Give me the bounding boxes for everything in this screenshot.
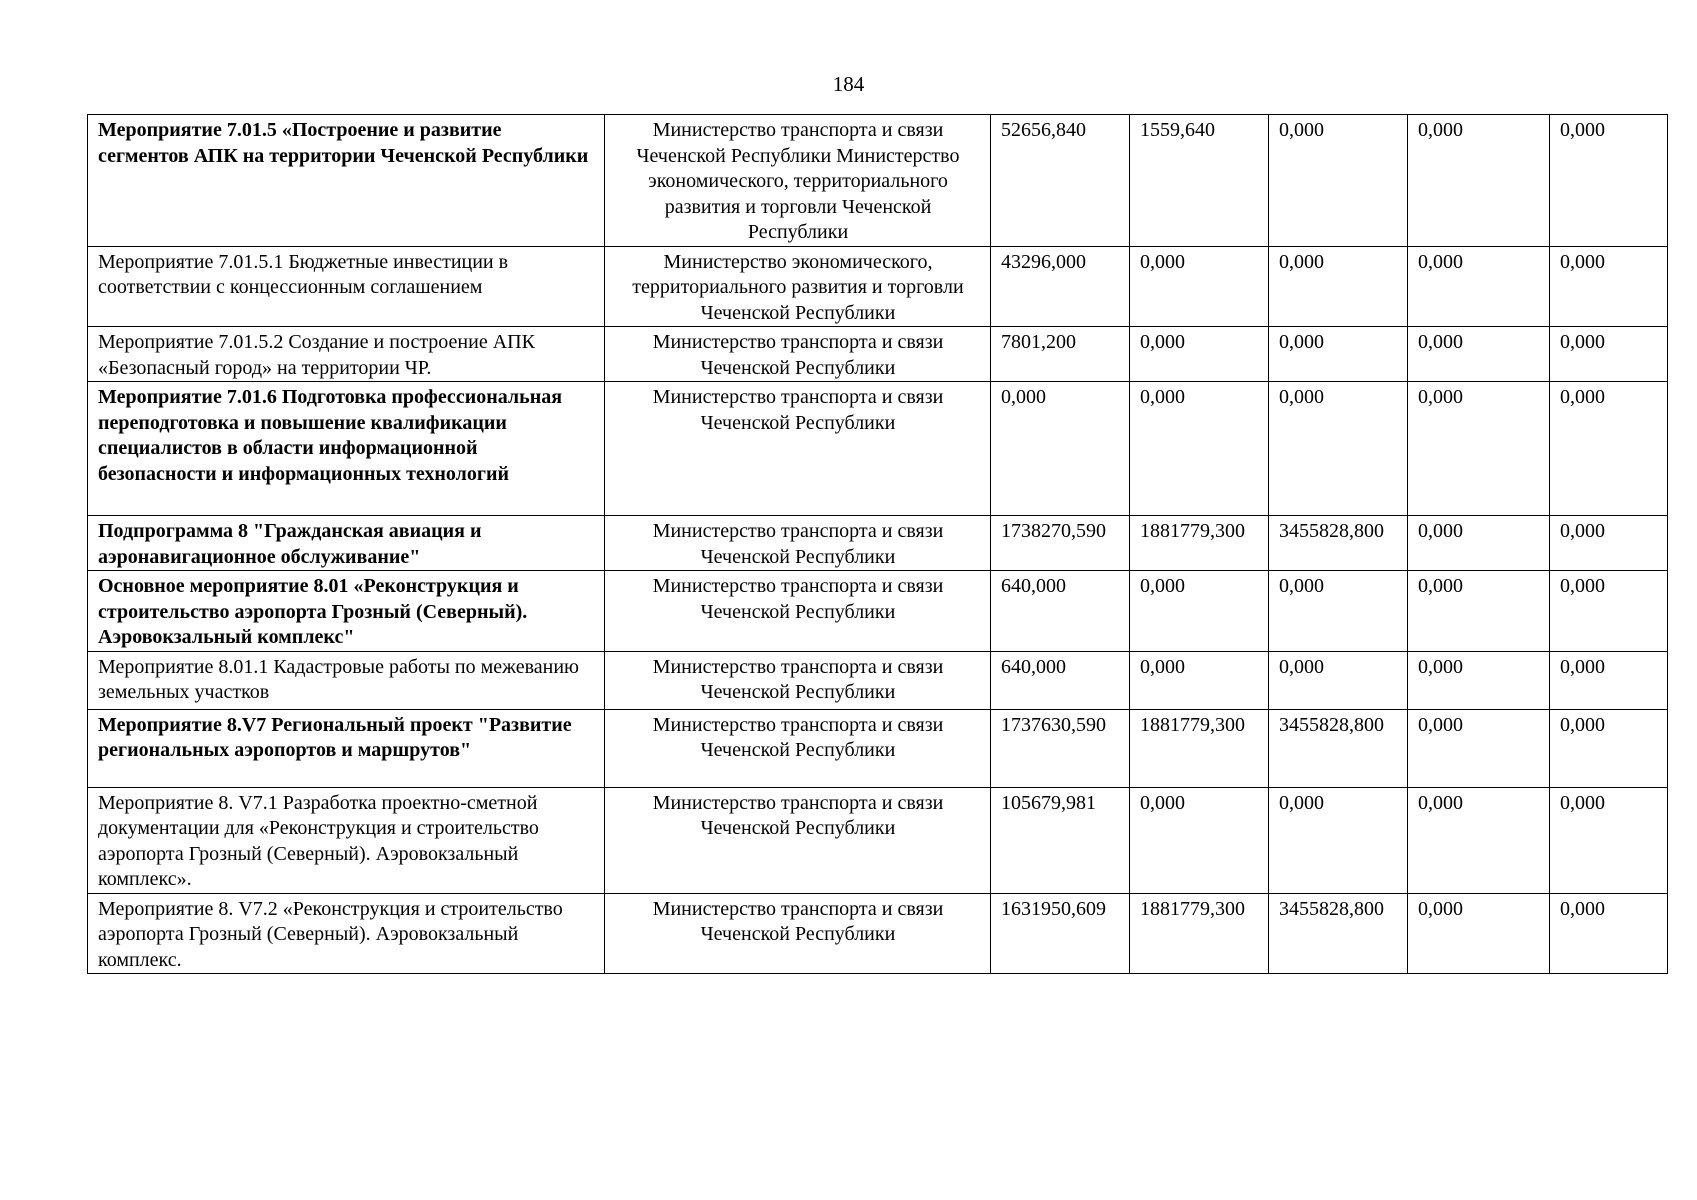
executor-cell: Министерство транспорта и связи Чеченской Республики Министерство экономического, территориального развития и торговли Чеченской Республики [605,115,991,247]
value-cell-1: 43296,000 [991,246,1130,327]
table-row [88,382,1668,516]
value-cell-4: 0,000 [1408,651,1550,709]
value-cell-2: 0,000 [1130,382,1269,516]
value-cell-5: 0,000 [1550,651,1668,709]
value-cell-5: 0,000 [1550,571,1668,652]
table-row [88,516,1668,571]
value-cell-1: 7801,200 [991,327,1130,382]
value-cell-5: 0,000 [1550,246,1668,327]
value-cell-4: 0,000 [1408,893,1550,974]
activity-name-cell: Мероприятие 8. V7.2 «Реконструкция и строительство аэропорта Грозный (Северный). Аэровокзальный комплекс. [88,893,605,974]
activity-name-cell: Мероприятие 8.V7 Региональный проект "Развитие региональных аэропортов и маршрутов" [88,709,605,787]
activity-name-cell: Мероприятие 7.01.5 «Построение и развитие сегментов АПК на территории Чеченской Республики [88,115,605,247]
value-cell-2: 1881779,300 [1130,709,1269,787]
value-cell-1: 105679,981 [991,787,1130,893]
value-cell-1: 640,000 [991,651,1130,709]
value-cell-5: 0,000 [1550,382,1668,516]
executor-cell: Министерство транспорта и связи Чеченской Республики [605,709,991,787]
value-cell-3: 0,000 [1269,327,1408,382]
value-cell-5: 0,000 [1550,115,1668,247]
activity-name-cell: Мероприятие 8.01.1 Кадастровые работы по межеванию земельных участков [88,651,605,709]
executor-cell: Министерство транспорта и связи Чеченской Республики [605,893,991,974]
value-cell-3: 0,000 [1269,115,1408,247]
executor-cell: Министерство транспорта и связи Чеченской Республики [605,327,991,382]
table-row [88,327,1668,382]
table-row [88,651,1668,709]
activity-name-cell: Мероприятие 7.01.5.1 Бюджетные инвестиции в соответствии с концессионным соглашением [88,246,605,327]
value-cell-4: 0,000 [1408,709,1550,787]
value-cell-5: 0,000 [1550,516,1668,571]
activity-name-cell: Подпрограмма 8 "Гражданская авиация и аэронавигационное обслуживание" [88,516,605,571]
table-row [88,571,1668,652]
value-cell-2: 0,000 [1130,571,1269,652]
value-cell-1: 640,000 [991,571,1130,652]
value-cell-2: 0,000 [1130,787,1269,893]
value-cell-2: 1881779,300 [1130,893,1269,974]
table-row [88,115,1668,247]
value-cell-2: 1559,640 [1130,115,1269,247]
executor-cell: Министерство транспорта и связи Чеченской Республики [605,651,991,709]
value-cell-1: 1631950,609 [991,893,1130,974]
value-cell-1: 1738270,590 [991,516,1130,571]
program-table [87,114,1668,974]
value-cell-2: 1881779,300 [1130,516,1269,571]
value-cell-1: 1737630,590 [991,709,1130,787]
value-cell-2: 0,000 [1130,651,1269,709]
table-row [88,709,1668,787]
activity-name-cell: Мероприятие 8. V7.1 Разработка проектно-сметной документации для «Реконструкция и строительство аэропорта Грозный (Северный). Аэровокзальный комплекс». [88,787,605,893]
activity-name-cell: Мероприятие 7.01.5.2 Создание и построение АПК «Безопасный город» на территории ЧР. [88,327,605,382]
executor-cell: Министерство транспорта и связи Чеченской Республики [605,382,991,516]
value-cell-4: 0,000 [1408,115,1550,247]
value-cell-5: 0,000 [1550,787,1668,893]
value-cell-4: 0,000 [1408,246,1550,327]
value-cell-3: 3455828,800 [1269,709,1408,787]
value-cell-4: 0,000 [1408,571,1550,652]
value-cell-3: 0,000 [1269,787,1408,893]
value-cell-4: 0,000 [1408,327,1550,382]
value-cell-3: 3455828,800 [1269,516,1408,571]
page-number: 184 [832,72,865,96]
table-row [88,246,1668,327]
value-cell-3: 0,000 [1269,571,1408,652]
value-cell-2: 0,000 [1130,246,1269,327]
value-cell-3: 0,000 [1269,382,1408,516]
value-cell-4: 0,000 [1408,516,1550,571]
value-cell-3: 3455828,800 [1269,893,1408,974]
value-cell-5: 0,000 [1550,709,1668,787]
table-row [88,893,1668,974]
value-cell-5: 0,000 [1550,893,1668,974]
value-cell-1: 52656,840 [991,115,1130,247]
table-row [88,787,1668,893]
value-cell-3: 0,000 [1269,651,1408,709]
executor-cell: Министерство экономического, территориального развития и торговли Чеченской Республики [605,246,991,327]
activity-name-cell: Основное мероприятие 8.01 «Реконструкция и строительство аэропорта Грозный (Северный). Аэровокзальный комплекс" [88,571,605,652]
executor-cell: Министерство транспорта и связи Чеченской Республики [605,516,991,571]
value-cell-2: 0,000 [1130,327,1269,382]
value-cell-4: 0,000 [1408,382,1550,516]
table-body [88,115,1668,974]
value-cell-1: 0,000 [991,382,1130,516]
executor-cell: Министерство транспорта и связи Чеченской Республики [605,787,991,893]
activity-name-cell: Мероприятие 7.01.6 Подготовка профессиональная переподготовка и повышение квалификации специалистов в области информационной безопасности и информационных технологий [88,382,605,516]
value-cell-3: 0,000 [1269,246,1408,327]
value-cell-4: 0,000 [1408,787,1550,893]
executor-cell: Министерство транспорта и связи Чеченской Республики [605,571,991,652]
value-cell-5: 0,000 [1550,327,1668,382]
